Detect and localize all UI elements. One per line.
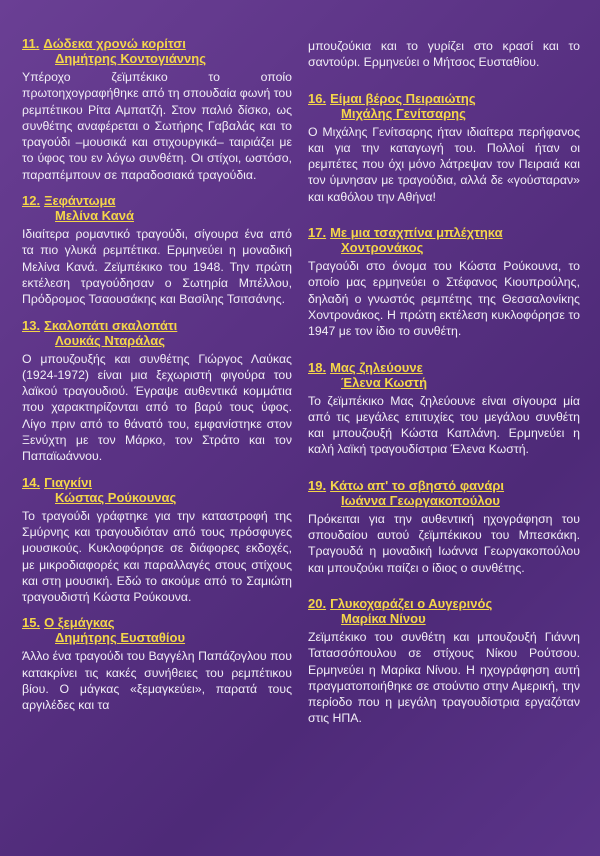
track-title: 20. Γλυκοχαράζει ο Αυγερινός <box>308 595 493 611</box>
track-performer: Χοντρονάκος <box>341 240 424 256</box>
track-performer: Λουκάς Νταράλας <box>55 332 166 348</box>
track-entry-15 <box>22 615 292 713</box>
track-performer: Μελίνα Κανά <box>55 208 134 224</box>
track-description: Ιδιαίτερα ρομαντικό τραγούδι, σίγουρα ένα από τα πιο γλυκά ρεμπέτικα. Ερμηνεύει η μοναδική Μελίνα Κανά. Ζεϊμπέκικο του 1948. Την πρώτη εκτέλεση τραγούδησαν ο Σωτηρία Μπέλλου, Πρόδρομος Τσαουσάκης και Βασίλης Τσιτσάνης. <box>22 227 292 307</box>
track-description: Τραγούδι στο όνομα του Κώστα Ρούκουνα, το οποίο μας ερμηνεύει ο Στέφανος Κιουπρούλης, δηλαδή ο γνωστός ρεμπέτης της Θεσσαλονίκης Χοντρονάκος. Η πρώτη εκτέλεση κυκλοφόρησε το 1947 με τον ίδιο το συνθέτη. <box>308 259 580 339</box>
track-performer: Δημήτρης Κοντογιάννης <box>55 51 206 66</box>
track-number: 15. <box>22 615 41 631</box>
track-description: Ζεϊμπέκικο του συνθέτη και μπουζουξή Γιάννη Τατασσόπουλου σε στίχους Νίκου Ρούτσου. Ερμηνεύει η Μαρίκα Νίνου. Η ηχογράφηση αυτή πραγματοποιήθηκε σε στούντιο στην Αμερική, την περίοδο που η μεγάλη τραγουδίστρια εργαζόταν στις ΗΠΑ. <box>308 629 580 726</box>
track-title: 17. Με μια τσαχπίνα μπλέχτηκα <box>308 225 503 241</box>
track-entry-16 <box>308 91 580 205</box>
right-column <box>308 38 580 737</box>
track-description: Άλλο ένα τραγούδι του Βαγγέλη Παπάζογλου που κατακρίνει τις κακές συνήθειες του ρεμπέτικου βίου. Ο μάγκας «ξεμαγκεύει», παρατά τους αργιλέδες και τα <box>22 649 292 713</box>
track-title: 11. Δώδεκα χρονώ κορίτσι <box>22 36 186 51</box>
track-title: 16. Είμαι βέρος Πειραιώτης <box>308 90 476 106</box>
track-number: 18. <box>308 359 327 375</box>
track-entry-20 <box>308 596 580 727</box>
track-title: 19. Κάτω απ' το σβηστό φανάρι <box>308 477 505 493</box>
track-number: 16. <box>308 90 327 106</box>
track-title: 14. Γιαγκίνι <box>22 474 93 490</box>
track-entry-18 <box>308 360 580 458</box>
track-description: Το ζεϊμπέκικο Μας ζηλεύουνε είναι σίγουρα μία από τις μεγάλες επιτυχίες του μεγάλου συνθέτη και μπουζουξή Κώστα Καπλάνη. Ερμηνεύει η καλή λαϊκή τραγουδίστρια Έλενα Κωστή. <box>308 393 580 457</box>
left-column <box>22 36 292 724</box>
track-number: 14. <box>22 474 41 490</box>
track-description: Ο Μιχάλης Γενίτσαρης ήταν ιδιαίτερα περήφανος και για την καταγωγή του. Πολλοί ήταν οι ρεμπέτες που όχι μόνο λάτρεψαν τον Πειραιά και τον ύμνησαν με τραγούδια, αλλά δε «γούσταραν» και καθόλου την Αθήνα! <box>308 124 580 204</box>
track-title: 13. Σκαλοπάτι σκαλοπάτι <box>22 317 178 333</box>
track-number: 19. <box>308 477 327 493</box>
track-number: 11. <box>22 36 40 51</box>
track-performer: Έλενα Κωστή <box>341 374 428 390</box>
track-performer: Μαρίκα Νίνου <box>341 610 426 626</box>
track-title: 15. Ο ξεμάγκας <box>22 615 115 631</box>
track-performer: Μιχάλης Γενίτσαρης <box>341 105 466 121</box>
continued-text: μπουζούκια και το γυρίζει στο κρασί και το σαντούρι. Ερμηνεύει ο Μήτσος Ευσταθίου. <box>308 39 580 70</box>
track-title: 12. Ξεφάντωμα <box>22 193 116 209</box>
track-performer: Δημήτρης Ευσταθίου <box>55 630 186 646</box>
track-description: Υπέροχο ζεϊμπέκικο το οποίο πρωτοηχογραφήθηκε από τη σπουδαία φωνή του ρεμπέτικου Ρίτα Αμπατζή. Στον παλιό δίσκο, ως συνθέτης αναφέρεται ο Σωτήρης Γαβαλάς και το τραγούδι –μουσικά και στιχουργικά– ταιριάζει με το ύφος του εν λόγω συνθέτη. Οι στίχοι, ωστόσο, παραπέμπουν σε παραδοσιακά τραγούδια. <box>22 70 292 182</box>
track-description: Πρόκειται για την αυθεντική ηχογράφηση του σπουδαίου αυτού ζεϊμπέκικου του Μπεσκάκη. Τραγουδά η μοναδική Ιωάννα Γεωργακοπούλου και μπουζούκι παίζει ο ίδιος ο συνθέτης. <box>308 511 580 575</box>
track-entry-19 <box>308 478 580 576</box>
track-number: 20. <box>308 595 327 611</box>
track-entry-13 <box>22 318 292 465</box>
track-number: 12. <box>22 193 41 209</box>
track-title: 18. Μας ζηλεύουνε <box>308 359 423 375</box>
track-number: 13. <box>22 317 41 333</box>
track-entry-14 <box>22 475 292 606</box>
track-entry-12 <box>22 193 292 307</box>
track-description: Το τραγούδι γράφτηκε για την καταστροφή της Σμύρνης και τραγουδιόταν από τους πρόσφυγες μουσικούς. Κυκλοφόρησε σε διάφορες εκδοχές, με μικροδιαφορές και παραλλαγές στους στίχους και στη μουσική. Εδώ το ακούμε από το Σαμιώτη τραγουδιστή Κώστα Ρούκουνα. <box>22 508 292 605</box>
track-number: 17. <box>308 225 327 241</box>
track-performer: Ιωάννα Γεωργακοπούλου <box>341 492 500 508</box>
track-performer: Κώστας Ρούκουνας <box>55 489 177 505</box>
track-entry-17 <box>308 225 580 339</box>
track-description: Ο μπουζουξής και συνθέτης Γιώργος Λαύκας (1924-1972) είναι μια ξεχωριστή φιγούρα του λαϊκού τραγουδιού. Έγραψε αυθεντικά κομμάτια που χαρακτηρίζονται από το βαρύ τους ύφος. Λίγο πριν από το θάνατό του, εμφανίστηκε στον Ξενύχτη με τον Μάρκο, τον Στράτο και τον Παπαϊωάννου. <box>22 351 292 464</box>
track-entry-11 <box>22 36 292 183</box>
